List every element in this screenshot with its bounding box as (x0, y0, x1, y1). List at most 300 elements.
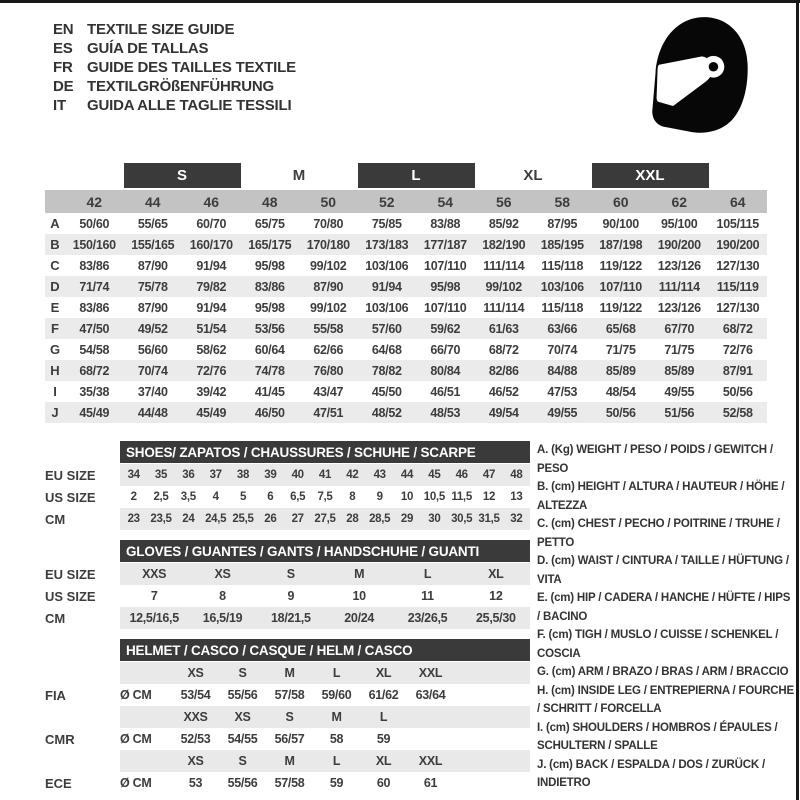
shoes-value: 28 (346, 513, 359, 525)
shoes-value: 2 (130, 491, 137, 503)
size-value: 91/94 (371, 279, 402, 294)
size-value: 68/72 (722, 321, 753, 336)
helmet-sizes-row-cmr (45, 706, 530, 728)
size-value: 47/53 (547, 384, 578, 399)
language-code: EN (53, 21, 74, 38)
shoes-value: 45 (428, 469, 441, 481)
size-value: 187/198 (599, 237, 643, 252)
measurement-row-j (45, 402, 767, 423)
shoes-value: 48 (510, 469, 523, 481)
size-value: 67/70 (664, 321, 695, 336)
helmet-value: 63/64 (415, 688, 446, 702)
measurement-row-g (45, 339, 767, 360)
shoes-value: 35 (154, 469, 168, 481)
gloves-value: XXS (142, 567, 167, 581)
size-value: 56/60 (137, 342, 168, 357)
size-value: 111/114 (483, 258, 525, 273)
size-value: 150/160 (72, 237, 116, 252)
gloves-value: XS (214, 567, 231, 581)
size-header-64: 64 (729, 193, 746, 210)
size-value: 111/114 (658, 279, 700, 294)
shoes-value: 4 (212, 491, 219, 503)
helmet-value: 57/58 (274, 776, 305, 790)
helmet-size-l: L (379, 710, 388, 724)
size-value: 190/200 (657, 237, 701, 252)
size-value: 90/100 (602, 216, 639, 231)
shoes-value: 43 (373, 469, 386, 481)
helmet-size-s: S (238, 666, 247, 680)
language-label: TEXTILGRÖßENFÜHRUNG (87, 78, 275, 95)
shoes-row (45, 486, 530, 508)
shoes-value: 34 (127, 469, 140, 481)
shoes-value: 24,5 (205, 513, 227, 525)
shoes-table-title: SHOES/ ZAPATOS / CHAUSSURES / SCHUHE / SCARPE (120, 441, 530, 463)
language-header (53, 20, 296, 115)
shoes-value: 23 (127, 513, 140, 525)
gloves-values (120, 607, 530, 629)
size-value: 115/119 (716, 279, 759, 294)
gloves-rows (45, 563, 530, 629)
size-value: 107/110 (599, 279, 642, 294)
shoes-value: 42 (346, 469, 359, 481)
size-value: 170/180 (306, 237, 350, 252)
size-value: 47/51 (313, 405, 344, 420)
size-value: 76/80 (313, 363, 344, 378)
size-value: 123/126 (657, 258, 701, 273)
accessory-tables (45, 441, 530, 800)
measurement-row-i (45, 381, 767, 402)
size-value: 155/165 (131, 237, 175, 252)
size-value: 45/50 (371, 384, 402, 399)
helmet-size-l: L (332, 666, 341, 680)
size-value: 78/82 (371, 363, 402, 378)
size-value: 55/58 (313, 321, 344, 336)
gloves-value: 8 (219, 589, 226, 603)
helmet-size-xs: XS (234, 710, 251, 724)
shoes-value: 10 (400, 491, 414, 503)
size-value: 64/68 (371, 342, 402, 357)
gloves-value: 16,5/19 (202, 611, 243, 625)
row-letter: G (49, 342, 61, 357)
legend-item: G. (cm) ARM / BRAZO / BRAS / ARM / BRACCIO (537, 666, 789, 678)
size-value: 115/118 (541, 258, 584, 273)
size-value: 83/88 (430, 216, 461, 231)
size-value: 127/130 (716, 258, 760, 273)
top-border-line (0, 0, 800, 3)
shoes-value: 10,5 (423, 491, 445, 503)
row-letter: F (51, 321, 59, 336)
size-value: 49/55 (664, 384, 695, 399)
size-value: 103/106 (365, 300, 409, 315)
size-value: 87/90 (313, 279, 344, 294)
size-value: 50/60 (79, 216, 110, 231)
gloves-values (120, 563, 530, 585)
size-value: 123/126 (657, 300, 701, 315)
legend-item: J. (cm) BACK / ESPALDA / DOS / ZURÜCK / INDIETRO (537, 758, 765, 789)
language-code: FR (53, 59, 73, 76)
size-value: 71/75 (664, 342, 695, 357)
size-value: 48/52 (371, 405, 402, 420)
shoes-value: 27,5 (314, 513, 336, 525)
shoes-value: 5 (239, 491, 247, 503)
measurement-row-a (45, 213, 767, 234)
language-label: GUIDA ALLE TAGLIE TESSILI (87, 97, 292, 114)
language-row (53, 96, 296, 115)
size-header-60: 60 (612, 193, 629, 210)
size-value: 127/130 (716, 300, 760, 315)
size-value: 58/62 (196, 342, 227, 357)
helmet-value: 59 (376, 732, 391, 746)
helmet-size-s: S (285, 710, 294, 724)
shoes-value: 23,5 (150, 513, 172, 525)
shoes-value: 25,5 (232, 513, 254, 525)
gloves-table-title: GLOVES / GUANTES / GANTS / HANDSCHUHE / GUANTI (120, 540, 530, 562)
size-value: 65/68 (605, 321, 636, 336)
racing-helmet-icon (648, 14, 752, 136)
size-value: 87/91 (722, 363, 753, 378)
shoes-row-label: EU SIZE (45, 467, 96, 483)
shoes-row-label: CM (45, 511, 66, 527)
size-value: 72/76 (196, 363, 227, 378)
helmet-value: 61 (423, 776, 438, 790)
size-value: 82/86 (488, 363, 519, 378)
diameter-label: Ø CM (120, 776, 152, 790)
helmet-size-xl: XL (375, 754, 392, 768)
size-value: 45/49 (196, 405, 227, 420)
standard-name: CMR (45, 731, 75, 747)
size-number-bar (45, 190, 767, 213)
size-value: 185/195 (540, 237, 584, 252)
size-value: 45/49 (79, 405, 110, 420)
gloves-value: 7 (150, 589, 158, 603)
gloves-value: S (286, 567, 295, 581)
legend-item: D. (cm) WAIST / CINTURA / TAILLE / HÜFTUNG / VITA (537, 555, 789, 586)
size-value: 95/100 (661, 216, 698, 231)
size-value: 57/60 (371, 321, 402, 336)
row-letter: H (50, 363, 60, 378)
helmet-standard-row-ece (45, 772, 530, 794)
shoes-value: 30 (428, 513, 441, 525)
language-row (53, 58, 296, 77)
size-value: 79/82 (196, 279, 227, 294)
shoes-value: 44 (400, 469, 414, 481)
right-border-line (796, 0, 799, 800)
legend-item: A. (Kg) WEIGHT / PESO / POIDS / GEWITCH / PESO (537, 444, 773, 475)
helmet-value: 59 (329, 776, 344, 790)
helmet-standard-values (120, 728, 530, 750)
size-value: 49/54 (488, 405, 519, 420)
size-group-xxl: XXL (592, 163, 709, 188)
size-value: 91/94 (196, 258, 227, 273)
helmet-size-l: L (332, 754, 341, 768)
size-value: 44/48 (137, 405, 168, 420)
size-value: 41/45 (254, 384, 285, 399)
gloves-row (45, 607, 530, 629)
size-header-62: 62 (671, 193, 688, 210)
size-value: 68/72 (79, 363, 110, 378)
shoes-value: 3,5 (180, 491, 196, 503)
row-letter: D (50, 279, 60, 294)
helmet-rows (45, 662, 530, 794)
shoes-value: 11,5 (451, 491, 472, 503)
shoes-value: 29 (400, 513, 414, 525)
size-value: 55/65 (137, 216, 168, 231)
size-header-42: 42 (86, 193, 103, 210)
helmet-value: 59/60 (321, 688, 352, 702)
helmet-size-m: M (284, 754, 295, 768)
shoes-value: 41 (318, 469, 332, 481)
language-row (53, 20, 296, 39)
size-value: 111/114 (483, 300, 525, 315)
shoes-value: 12 (482, 491, 496, 503)
size-value: 119/122 (599, 258, 642, 273)
size-value: 177/187 (423, 237, 467, 252)
measurement-row-e (45, 297, 767, 318)
size-value: 60/70 (196, 216, 227, 231)
language-row (53, 39, 296, 58)
size-value: 85/92 (488, 216, 519, 231)
legend-item: I. (cm) SHOULDERS / HOMBROS / ÉPAULES / SCHULTERN / SPALLE (537, 721, 778, 752)
size-value: 80/84 (430, 363, 461, 378)
size-value: 43/47 (313, 384, 344, 399)
size-header-58: 58 (554, 193, 571, 210)
helmet-standard-row-fia (45, 684, 530, 706)
shoes-value: 39 (264, 469, 277, 481)
gloves-value: 12,5/16,5 (129, 611, 179, 625)
helmet-size-xl: XL (375, 666, 392, 680)
gloves-row (45, 585, 530, 607)
size-value: 60/64 (254, 342, 285, 357)
size-value: 48/53 (430, 405, 461, 420)
size-value: 65/75 (254, 216, 285, 231)
shoes-value: 13 (510, 491, 523, 503)
measurement-row-h (45, 360, 767, 381)
size-value: 99/102 (310, 258, 347, 273)
size-value: 173/183 (365, 237, 409, 252)
row-letter: C (50, 258, 60, 273)
gloves-value: L (423, 567, 432, 581)
size-value: 182/190 (482, 237, 526, 252)
standard-name: ECE (45, 775, 72, 791)
size-group-row (45, 163, 767, 190)
size-value: 50/56 (605, 405, 636, 420)
shoes-value: 47 (482, 469, 496, 481)
size-value: 52/58 (722, 405, 753, 420)
language-code: DE (53, 78, 74, 95)
legend-item: B. (cm) HEIGHT / ALTURA / HAUTEUR / HÖHE / ALTEZZA (537, 481, 785, 512)
helmet-standard-values (120, 684, 530, 706)
size-header-46: 46 (203, 193, 220, 210)
shoes-values (120, 464, 530, 486)
shoes-value: 26 (264, 513, 277, 525)
language-label: GUIDE DES TAILLES TEXTILE (87, 59, 296, 76)
size-value: 74/78 (254, 363, 285, 378)
measurement-row-d (45, 276, 767, 297)
size-value: 66/70 (430, 342, 461, 357)
size-value: 87/95 (547, 216, 578, 231)
size-value: 49/52 (137, 321, 168, 336)
measurement-row-c (45, 255, 767, 276)
size-value: 59/62 (430, 321, 461, 336)
gloves-value: 23/26,5 (407, 611, 448, 625)
size-value: 190/200 (716, 237, 760, 252)
helmet-size-labels (120, 662, 530, 684)
row-letter: A (50, 216, 60, 231)
size-value: 71/74 (79, 279, 110, 294)
size-value: 51/54 (196, 321, 227, 336)
size-value: 50/56 (722, 384, 753, 399)
shoes-value: 38 (236, 469, 250, 481)
shoes-value: 30,5 (451, 513, 473, 525)
size-value: 68/72 (488, 342, 519, 357)
gloves-value: 18/21,5 (271, 611, 311, 625)
shoes-rows (45, 464, 530, 530)
gloves-values (120, 585, 530, 607)
shoes-value: 46 (455, 469, 468, 481)
shoes-value: 6,5 (290, 491, 306, 503)
size-value: 99/102 (310, 300, 347, 315)
helmet-value: 55/56 (227, 688, 258, 702)
helmet-value: 58 (329, 732, 344, 746)
helmet-standard-values (120, 772, 530, 794)
size-value: 63/66 (547, 321, 578, 336)
gloves-value: 20/24 (344, 611, 375, 625)
size-value: 84/88 (547, 363, 578, 378)
size-value: 91/94 (196, 300, 227, 315)
size-value: 107/110 (424, 258, 467, 273)
gloves-row-label: US SIZE (45, 588, 96, 604)
legend-item: H. (cm) INSIDE LEG / ENTREPIERNA / FOURCHE / SCHRITT / FORCELLA (537, 684, 794, 715)
shoes-value: 28,5 (369, 513, 391, 525)
helmet-value: 55/56 (227, 776, 258, 790)
language-code: IT (53, 97, 66, 114)
helmet-row-spacer (45, 706, 120, 728)
size-value: 49/55 (547, 405, 578, 420)
row-letter: B (50, 237, 60, 252)
gloves-value: 10 (352, 589, 366, 603)
size-value: 160/170 (189, 237, 233, 252)
row-letter: I (53, 384, 57, 399)
legend-item: C. (cm) CHEST / PECHO / POITRINE / TRUHE / PETTO (537, 518, 780, 549)
shoes-value: 8 (349, 491, 356, 503)
row-letter: J (51, 405, 59, 420)
size-group-m: M (292, 167, 306, 184)
gloves-value: 9 (287, 589, 295, 603)
gloves-value: XL (488, 567, 504, 581)
gloves-value: 25,5/30 (476, 611, 516, 625)
helmet-size-xxl: XXL (418, 666, 443, 680)
size-value: 35/38 (79, 384, 110, 399)
size-value: 75/78 (137, 279, 168, 294)
textile-size-table (45, 163, 767, 423)
helmet-value: 54/55 (227, 732, 258, 746)
size-value: 71/75 (605, 342, 636, 357)
shoes-value: 6 (267, 491, 274, 503)
size-value: 95/98 (430, 279, 461, 294)
gloves-row-label: EU SIZE (45, 566, 96, 582)
helmet-size-s: S (238, 754, 247, 768)
size-value: 53/56 (254, 321, 285, 336)
size-value: 46/52 (488, 384, 519, 399)
size-header-44: 44 (144, 193, 161, 210)
measurement-legend (537, 441, 795, 793)
standard-name: FIA (45, 687, 66, 703)
gloves-value: 12 (489, 589, 503, 603)
helmet-row-spacer (45, 662, 120, 684)
shoes-row (45, 508, 530, 530)
helmet-value: 60 (376, 776, 391, 790)
size-value: 165/175 (248, 237, 292, 252)
gloves-value: M (354, 567, 365, 581)
size-value: 87/90 (137, 258, 168, 273)
size-header-52: 52 (378, 193, 395, 210)
language-row (53, 77, 296, 96)
size-value: 85/89 (605, 363, 636, 378)
size-value: 39/42 (196, 384, 227, 399)
size-value: 61/63 (488, 321, 519, 336)
shoes-table (45, 441, 530, 530)
size-value: 99/102 (485, 279, 522, 294)
shoes-row (45, 464, 530, 486)
gloves-value: 11 (421, 589, 434, 603)
gloves-row-label: CM (45, 610, 66, 626)
size-group-l: L (358, 163, 475, 188)
size-value: 54/58 (79, 342, 110, 357)
size-value: 48/54 (605, 384, 636, 399)
size-value: 51/56 (664, 405, 695, 420)
shoes-value: 31,5 (478, 513, 500, 525)
helmet-row-spacer (45, 750, 120, 772)
size-header-48: 48 (261, 193, 278, 210)
size-value: 37/40 (137, 384, 168, 399)
legend-item: F. (cm) TIGH / MUSLO / CUISSE / SCHENKEL / COSCIA (537, 629, 779, 660)
gloves-row (45, 563, 530, 585)
helmet-value: 57/58 (274, 688, 305, 702)
measurement-row-b (45, 234, 767, 255)
measurement-row-f (45, 318, 767, 339)
helmet-value: 52/53 (180, 732, 211, 746)
helmet-value: 61/62 (368, 688, 399, 702)
language-label: GUÍA DE TALLAS (87, 40, 209, 57)
shoes-value: 40 (291, 469, 304, 481)
helmet-size-xxl: XXL (418, 754, 443, 768)
helmet-size-xxs: XXS (183, 710, 208, 724)
size-value: 103/106 (540, 279, 584, 294)
size-value: 95/98 (254, 300, 285, 315)
size-group-xl: XL (523, 167, 543, 184)
helmet-value: 56/57 (274, 732, 305, 746)
shoes-value: 36 (182, 469, 195, 481)
helmet-standard-row-cmr (45, 728, 530, 750)
helmet-table-title: HELMET / CASCO / CASQUE / HELM / CASCO (120, 639, 530, 661)
helmet-size-m: M (284, 666, 295, 680)
size-value: 85/89 (664, 363, 695, 378)
language-label: TEXTILE SIZE GUIDE (87, 21, 235, 38)
helmet-table (45, 639, 530, 794)
helmet-sizes-row-fia (45, 662, 530, 684)
size-value: 95/98 (254, 258, 285, 273)
size-value: 46/50 (254, 405, 285, 420)
gloves-table (45, 540, 530, 629)
size-value: 107/110 (424, 300, 467, 315)
size-header-56: 56 (495, 193, 512, 210)
helmet-size-labels (120, 706, 530, 728)
size-value: 72/76 (722, 342, 753, 357)
size-value: 75/85 (371, 216, 402, 231)
shoes-value: 37 (209, 469, 222, 481)
helmet-size-xs: XS (187, 666, 204, 680)
shoes-row-label: US SIZE (45, 489, 96, 505)
